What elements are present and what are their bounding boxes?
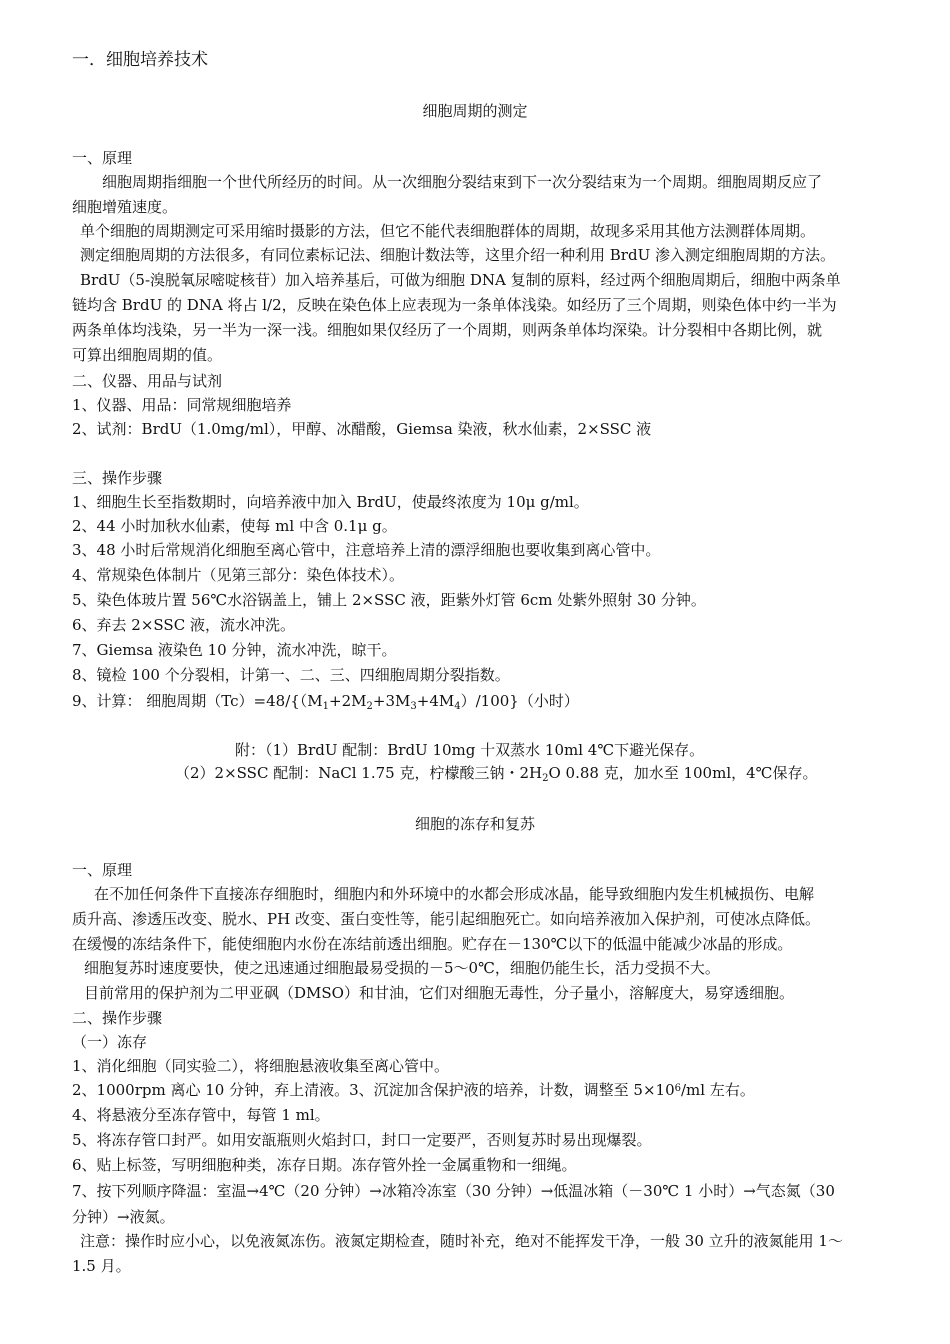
step-item: 1、消化细胞（同实验二），将细胞悬液收集至离心管中。 (72, 1057, 450, 1075)
caution-note: 1.5 月。 (72, 1257, 131, 1275)
appendix-note: 附：（1）BrdU 配制：BrdU 10mg 十双蒸水 10ml 4℃下避光保存。 (235, 741, 705, 759)
step-item: 2、44 小时加秋水仙素，使每 ml 中含 0.1μ g。 (72, 517, 397, 535)
equipment-heading: 二、仪器、用品与试剂 (72, 372, 223, 390)
principle-heading: 一、原理 (72, 149, 133, 167)
chapter-heading: 一．细胞培养技术 (72, 50, 208, 70)
step-item: 3、48 小时后常规消化细胞至离心管中，注意培养上清的漂浮细胞也要收集到离心管中。 (72, 541, 661, 559)
paragraph-line: 单个细胞的周期测定可采用缩时摄影的方法，但它不能代表细胞群体的周期，故现多采用其他方法测群体周期。 (80, 222, 816, 240)
step-item: 6、弃去 2×SSC 液，流水冲洗。 (72, 616, 295, 634)
principle-heading: 一、原理 (72, 861, 133, 879)
step-item: 7、Giemsa 液染色 10 分钟，流水冲洗，晾干。 (72, 641, 397, 659)
steps-heading: 三、操作步骤 (72, 469, 163, 487)
paragraph-line: 链均含 BrdU 的 DNA 将占 l/2，反映在染色体上应表现为一条单体浅染。如经历了三个周期，则染色体中约一半为 (72, 296, 837, 314)
step-item: 1、细胞生长至指数期时，向培养液中加入 BrdU，使最终浓度为 10μ g/ml。 (72, 493, 589, 511)
subsection-heading: （一）冻存 (72, 1033, 148, 1051)
step-item: 2、1000rpm 离心 10 分钟，弃上清液。3、沉淀加含保护液的培养，计数，调整至 $5\times 10^6/ml$ 左右。 (72, 1081, 755, 1099)
step-item: 5、将冻存管口封严。如用安瓿瓶则火焰封口，封口一定要严，否则复苏时易出现爆裂。 (72, 1131, 652, 1149)
steps-heading: 二、操作步骤 (72, 1009, 163, 1027)
step-item: 4、将悬液分至冻存管中，每管 1 ml。 (72, 1106, 330, 1124)
step-item: 8、镜检 100 个分裂相，计第一、二、三、四细胞周期分裂指数。 (72, 666, 510, 684)
paragraph-line: 目前常用的保护剂为二甲亚砜（DMSO）和甘油，它们对细胞无毒性，分子量小，溶解度大，易穿透细胞。 (84, 984, 794, 1002)
section-title-freeze-thaw: 细胞的冻存和复苏 (414, 815, 535, 833)
step-item: 分钟）→液氮。 (72, 1208, 175, 1226)
step-item: 5、染色体玻片置 56℃水浴锅盖上，铺上 2×SSC 液，距紫外灯管 6cm 处紫外照射 30 分钟。 (72, 591, 706, 609)
step-item: 4、常规染色体制片（见第三部分：染色体技术）。 (72, 566, 405, 584)
calculation-formula: 9、计算： 细胞周期$(Tc)=48/\{(M_1+2M_2+3M_3+4M_4)/100\}$（小时） (72, 692, 579, 712)
paragraph-line: 细胞周期指细胞一个世代所经历的时间。从一次细胞分裂结束到下一次分裂结束为一个周期。细胞周期反应了 (102, 173, 823, 191)
caution-note: 注意：操作时应小心，以免液氮冻伤。液氮定期检查，随时补充，绝对不能挥发干净，一般 30 立升的液氮能用 1～ (80, 1232, 843, 1250)
equipment-item: 1、仪器、用品：同常规细胞培养 (72, 396, 292, 414)
paragraph-line: 可算出细胞周期的值。 (72, 346, 223, 364)
paragraph-line: 测定细胞周期的方法很多，有同位素标记法、细胞计数法等，这里介绍一种利用 BrdU 渗入测定细胞周期的方法。 (80, 246, 835, 264)
section-title-cell-cycle: 细胞周期的测定 (422, 102, 528, 120)
step-item: 7、按下列顺序降温：室温→4℃（20 分钟）→冰箱冷冻室（30 分钟）→低温冰箱（－30℃ 1 小时）→气态氮（30 (72, 1182, 835, 1200)
paragraph-line: 细胞增殖速度。 (72, 198, 178, 216)
step-item: 6、贴上标签，写明细胞种类，冻存日期。冻存管外拴一金属重物和一细绳。 (72, 1156, 577, 1174)
paragraph-line: 在缓慢的冻结条件下，能使细胞内水份在冻结前透出细胞。贮存在－130℃以下的低温中能减少冰晶的形成。 (72, 935, 793, 953)
paragraph-line: 两条单体均浅染，另一半为一深一浅。细胞如果仅经历了一个周期，则两条单体均深染。计分裂相中各期比例，就 (72, 321, 823, 339)
appendix-note: （2）2×SSC 配制：NaCl 1.75 克，柠檬酸三钠・$2H_2O$ 0.88 克，加水至 100ml，4℃保存。 (175, 764, 818, 784)
reagent-item: 2、试剂：BrdU（1.0mg/ml），甲醇、冰醋酸，Giemsa 染液，秋水仙素，2×SSC 液 (72, 420, 652, 438)
paragraph-line: BrdU（5-溴脱氧尿嘧啶核苷）加入培养基后，可做为细胞 DNA 复制的原料，经过两个细胞周期后，细胞中两条单 (80, 271, 841, 289)
paragraph-line: 细胞复苏时速度要快，使之迅速通过细胞最易受损的－5～0℃，细胞仍能生长，活力受损不大。 (84, 959, 720, 977)
paragraph-line: 在不加任何条件下直接冻存细胞时，细胞内和外环境中的水都会形成冰晶，能导致细胞内发生机械损伤、电解 (94, 885, 815, 903)
paragraph-line: 质升高、渗透压改变、脱水、PH 改变、蛋白变性等，能引起细胞死亡。如向培养液加入保护剂，可使冰点降低。 (72, 910, 820, 928)
